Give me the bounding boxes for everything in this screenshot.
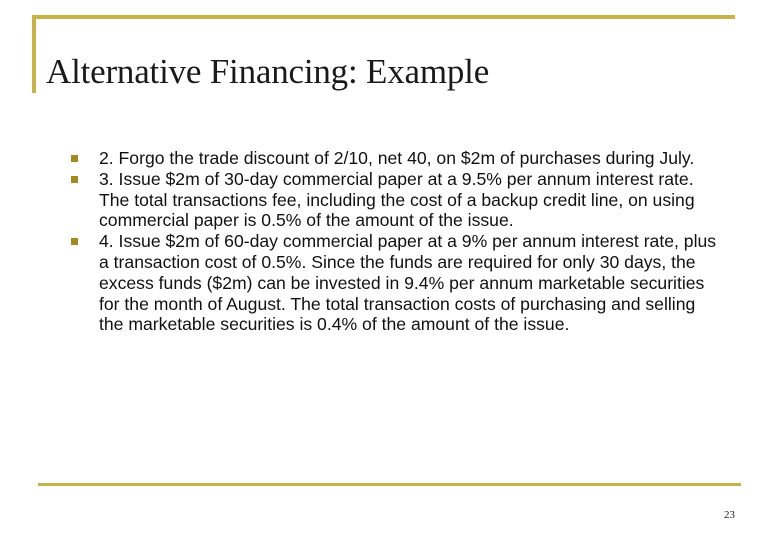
square-bullet-icon bbox=[71, 176, 78, 183]
bullet-item-forgo-discount bbox=[68, 148, 718, 169]
slide-title: Alternative Financing: Example bbox=[46, 52, 490, 91]
square-bullet-icon bbox=[71, 155, 78, 162]
bullet-list bbox=[68, 148, 718, 335]
left-accent-bar bbox=[32, 15, 36, 93]
bullet-item-60-day-paper bbox=[68, 231, 718, 335]
square-bullet-icon bbox=[71, 238, 78, 245]
top-accent-bar bbox=[32, 15, 735, 19]
bullet-text: 2. Forgo the trade discount of 2/10, net 40, on $2m of purchases during July. bbox=[99, 148, 695, 168]
bottom-accent-bar bbox=[38, 483, 741, 486]
bullet-text: 4. Issue $2m of 60-day commercial paper at a 9% per annum interest rate, plus a transaction cost of 0.5%. Since the funds are required for only 30 days, the excess funds ($2m) can be invested in 9.4% per annum marketable securities for the month of August. The total transaction costs of purchasing and selling the marketable securities is 0.4% of the amount of the issue. bbox=[99, 231, 717, 335]
bullet-item-30-day-paper bbox=[68, 169, 718, 231]
page-number: 23 bbox=[724, 509, 735, 521]
bullet-text: 3. Issue $2m of 30-day commercial paper at a 9.5% per annum interest rate. The total transactions fee, including the cost of a backup credit line, on using commercial paper is 0.5% of the amount of the issue. bbox=[99, 168, 695, 231]
